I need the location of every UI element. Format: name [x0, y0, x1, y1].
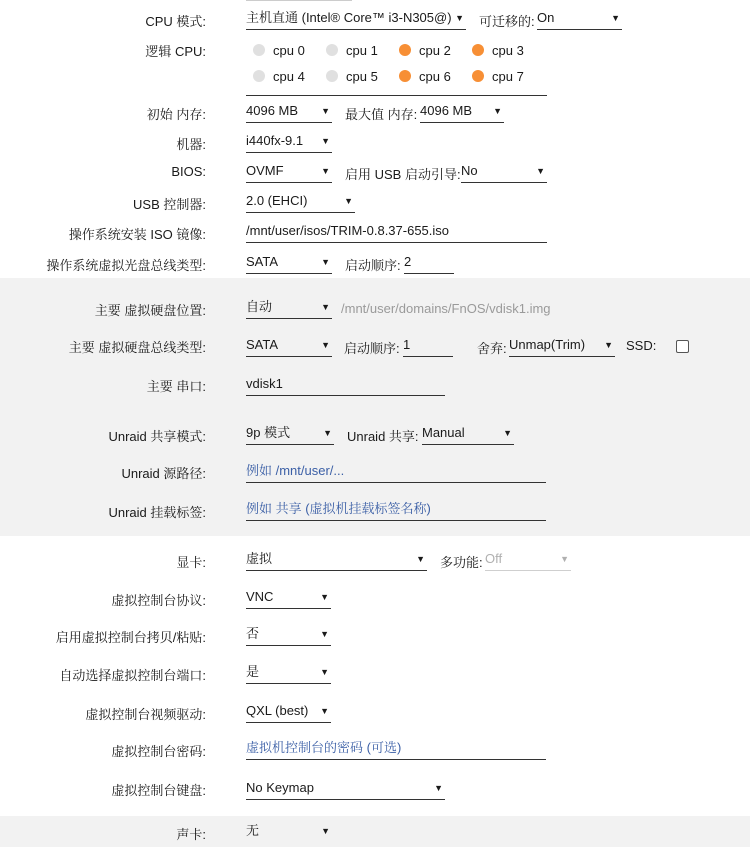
chevron-down-icon: ▼ [321, 302, 330, 312]
keymap-label: 虚拟控制台键盘: [111, 783, 206, 798]
console-protocol-value: VNC [246, 589, 274, 604]
discard-select[interactable] [509, 334, 615, 357]
cpu-name: cpu 4 [273, 69, 305, 84]
video-driver-value: QXL (best) [246, 703, 309, 718]
sound-card-value: 无 [246, 823, 260, 838]
cdrom-bus-value: SATA [246, 254, 279, 269]
cpu-checkbox-3[interactable] [472, 43, 524, 59]
video-driver-select[interactable] [246, 700, 331, 723]
chevron-down-icon: ▼ [320, 592, 329, 602]
autoport-label: 自动选择虚拟控制台端口: [59, 668, 206, 683]
usb-boot-select[interactable] [461, 160, 547, 183]
cpu-checkbox-4[interactable] [253, 69, 305, 85]
disk-location-select[interactable] [246, 296, 332, 319]
autoport-value: 是 [246, 664, 260, 679]
iso-input[interactable] [246, 220, 547, 243]
usb-boot-label: 启用 USB 启动引导: [345, 167, 461, 182]
cpu-mode-label: CPU 模式: [145, 14, 206, 29]
chevron-down-icon: ▼ [434, 783, 443, 793]
cdrom-bus-label: 操作系统虚拟光盘总线类型: [46, 258, 206, 273]
share-mode-value: 9p 模式 [246, 425, 291, 440]
machine-value: i440fx-9.1 [246, 133, 304, 148]
chevron-down-icon: ▼ [321, 136, 330, 146]
chevron-down-icon: ▼ [560, 554, 569, 564]
max-memory-select[interactable] [420, 100, 504, 123]
cdrom-bus-select[interactable] [246, 251, 332, 274]
clipboard-label: 启用虚拟控制台拷贝/粘贴: [55, 630, 206, 645]
chevron-down-icon: ▼ [611, 13, 620, 23]
usb-boot-value: No [461, 163, 478, 178]
disk-bus-select[interactable] [246, 334, 332, 357]
share-source-label: Unraid 源路径: [121, 466, 206, 481]
machine-select[interactable] [246, 130, 332, 153]
cpu-toggle-icon [326, 44, 338, 56]
share-value: Manual [422, 425, 465, 440]
cpu-name: cpu 0 [273, 43, 305, 58]
cpu-checkbox-7[interactable] [472, 69, 524, 85]
chevron-down-icon: ▼ [323, 428, 332, 438]
multifunction-select[interactable] [485, 548, 571, 571]
serial-input[interactable] [246, 373, 445, 396]
disk-boot-order-label: 启动顺序: [344, 341, 400, 356]
console-password-placeholder: 虚拟机控制台的密码 (可选) [246, 740, 402, 755]
cdrom-boot-order-value: 2 [404, 254, 412, 269]
disk-bus-value: SATA [246, 337, 279, 352]
share-tag-placeholder: 例如 共享 (虚拟机挂载标签名称) [246, 501, 431, 516]
bios-label: BIOS: [171, 164, 206, 179]
cpu-mode-value: 主机直通 (Intel® Core™ i3-N305@) [246, 10, 452, 25]
chevron-down-icon: ▼ [321, 340, 330, 350]
initial-memory-value: 4096 MB [246, 103, 299, 118]
iso-value: /mnt/user/isos/TRIM-0.8.37-655.iso [246, 223, 450, 238]
usb-controller-value: 2.0 (EHCI) [246, 193, 308, 208]
cpu-mode-select[interactable] [246, 7, 466, 30]
ssd-checkbox[interactable] [676, 340, 689, 353]
disk-location-path: /mnt/user/domains/FnOS/vdisk1.img [341, 301, 551, 316]
discard-label: 舍弃: [477, 341, 507, 356]
cdrom-boot-order-label: 启动顺序: [345, 258, 401, 273]
cpu-checkbox-2[interactable] [399, 43, 451, 59]
cpu-checkbox-6[interactable] [399, 69, 451, 85]
cpu-checkbox-5[interactable] [326, 69, 378, 85]
chevron-down-icon: ▼ [320, 706, 329, 716]
cpu-checkbox-1[interactable] [326, 43, 378, 59]
disk-location-label: 主要 虚拟硬盘位置: [94, 303, 206, 318]
serial-value: vdisk1 [246, 376, 283, 391]
chevron-down-icon: ▼ [320, 667, 329, 677]
cpu-toggle-icon [399, 70, 411, 82]
share-mode-select[interactable] [246, 422, 334, 445]
initial-memory-label: 初始 内存: [146, 107, 206, 122]
chevron-down-icon: ▼ [321, 257, 330, 267]
console-password-input[interactable] [246, 737, 546, 760]
multifunction-label: 多功能: [440, 555, 483, 570]
disk-location-value: 自动 [246, 299, 273, 314]
cpu-checkbox-0[interactable] [253, 43, 305, 59]
disk-bus-label: 主要 虚拟硬盘总线类型: [68, 340, 206, 355]
chevron-down-icon: ▼ [604, 340, 613, 350]
keymap-select[interactable] [246, 777, 445, 800]
share-label: Unraid 共享: [347, 429, 419, 444]
share-tag-label: Unraid 挂载标签: [108, 505, 206, 520]
chevron-down-icon: ▼ [344, 196, 353, 206]
cdrom-boot-order-input[interactable] [404, 251, 454, 274]
cpu-toggle-icon [472, 44, 484, 56]
chevron-down-icon: ▼ [321, 166, 330, 176]
disk-boot-order-input[interactable] [403, 334, 453, 357]
clipboard-select[interactable] [246, 623, 331, 646]
gpu-select[interactable] [246, 548, 427, 571]
sound-card-label: 声卡: [176, 827, 206, 842]
video-driver-label: 虚拟控制台视频驱动: [85, 707, 206, 722]
iso-label: 操作系统安装 ISO 镜像: [68, 227, 206, 242]
machine-label: 机器: [176, 137, 206, 152]
migratable-value: On [537, 10, 555, 25]
discard-value: Unmap(Trim) [509, 337, 586, 352]
cpu-toggle-icon [399, 44, 411, 56]
share-source-input[interactable] [246, 460, 546, 483]
chevron-down-icon: ▼ [493, 106, 502, 116]
cpu-name: cpu 6 [419, 69, 451, 84]
gpu-value: 虚拟 [246, 551, 273, 566]
cpu-name: cpu 3 [492, 43, 524, 58]
cpu-toggle-icon [253, 70, 265, 82]
cpu-toggle-icon [253, 44, 265, 56]
initial-memory-select[interactable] [246, 100, 332, 123]
cpu-name: cpu 7 [492, 69, 524, 84]
autoport-select[interactable] [246, 661, 331, 684]
chevron-down-icon: ▼ [536, 166, 545, 176]
cpu-name: cpu 5 [346, 69, 378, 84]
cpu-name: cpu 1 [346, 43, 378, 58]
chevron-down-icon: ▼ [503, 428, 512, 438]
max-memory-value: 4096 MB [420, 103, 473, 118]
cpu-name: cpu 2 [419, 43, 451, 58]
logical-cpu-label: 逻辑 CPU: [145, 44, 206, 59]
ssd-label: SSD: [626, 338, 657, 353]
usb-controller-label: USB 控制器: [133, 197, 206, 212]
keymap-value: No Keymap [246, 780, 314, 795]
sound-section-band [0, 816, 750, 847]
share-select[interactable] [422, 422, 514, 445]
bios-select[interactable] [246, 160, 332, 183]
multifunction-value: Off [485, 551, 503, 566]
chevron-down-icon: ▼ [320, 629, 329, 639]
chevron-down-icon: ▼ [321, 106, 330, 116]
migratable-label: 可迁移的: [479, 14, 535, 29]
cpu-toggle-icon [326, 70, 338, 82]
share-source-placeholder: 例如 /mnt/user/... [246, 463, 345, 478]
serial-label: 主要 串口: [146, 379, 206, 394]
chevron-down-icon: ▼ [416, 554, 425, 564]
migratable-select[interactable] [537, 7, 622, 30]
chevron-down-icon: ▼ [321, 826, 330, 836]
usb-controller-select[interactable] [246, 190, 355, 213]
console-password-label: 虚拟控制台密码: [111, 744, 206, 759]
cpu-toggle-icon [472, 70, 484, 82]
top-divider [246, 0, 352, 1]
bios-value: OVMF [246, 163, 284, 178]
sound-card-select[interactable] [246, 820, 332, 842]
console-protocol-select[interactable] [246, 586, 331, 609]
disk-boot-order-value: 1 [403, 337, 411, 352]
share-mode-label: Unraid 共享模式: [108, 429, 206, 444]
gpu-label: 显卡: [176, 555, 206, 570]
cpu-grid-underline [246, 95, 547, 96]
chevron-down-icon: ▼ [455, 13, 464, 23]
clipboard-value: 否 [246, 626, 260, 641]
console-protocol-label: 虚拟控制台协议: [111, 593, 206, 608]
share-tag-input[interactable] [246, 498, 546, 521]
max-memory-label: 最大值 内存: [345, 107, 418, 122]
